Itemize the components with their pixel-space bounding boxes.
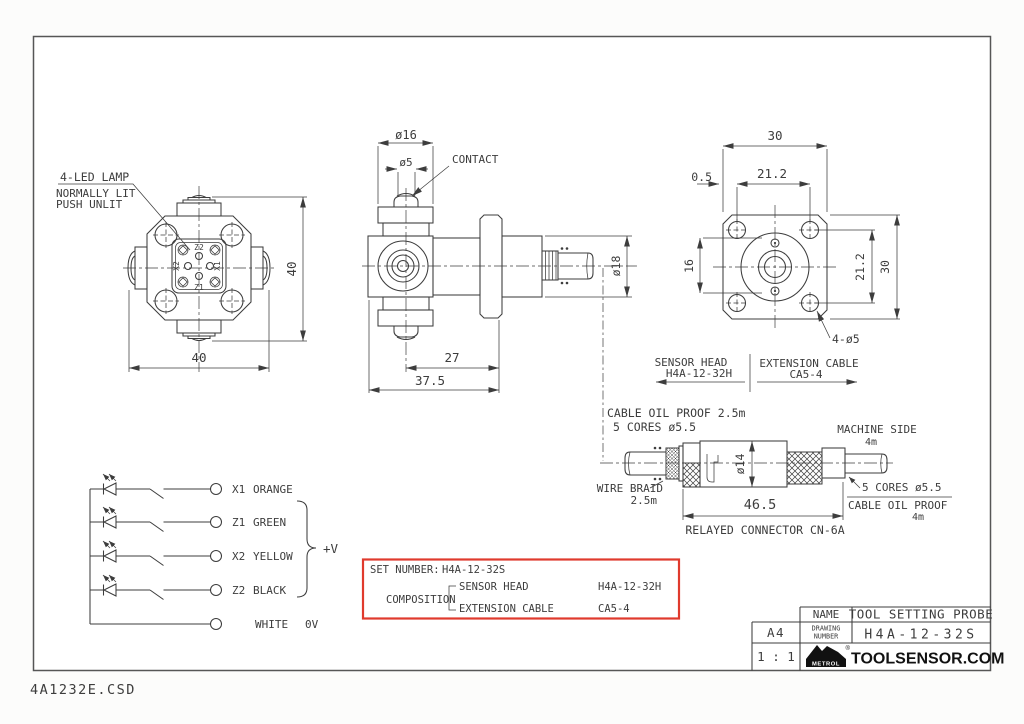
rear-dim-width-top: 30 <box>767 128 783 143</box>
side-dim-cable: ø18 <box>609 255 623 277</box>
connector-dim-diameter: ø14 <box>733 453 747 475</box>
led-label-x2: X2 <box>172 261 181 271</box>
extension-cable-model: CA5-4 <box>789 368 823 381</box>
contact-callout: CONTACT <box>452 153 499 166</box>
extension-cable-label: EXTENSION CABLE <box>759 357 859 370</box>
rear-dim-boss: 16 <box>682 259 696 273</box>
brand-site: TOOLSENSOR.COM <box>851 650 1005 668</box>
side-dim-body: 27 <box>444 350 460 365</box>
sensor-head-label: SENSOR HEAD <box>654 356 728 369</box>
wire-color-label: BLACK <box>253 584 287 597</box>
drawing-number: H4A-12-32S <box>864 627 978 643</box>
paper-size: A4 <box>766 625 786 640</box>
right-cable-length: 4m <box>911 512 925 523</box>
side-dim-tip-outer: ø16 <box>395 128 417 142</box>
connector-dim-length: 46.5 <box>743 497 777 513</box>
wire-braid-label: WIRE BRAID <box>596 482 663 495</box>
rear-dim-pitch-top: 21.2 <box>756 166 788 181</box>
led-label-z1: Z1 <box>194 283 204 292</box>
terminal-label: Z2 <box>232 584 246 597</box>
lamp-callout: 4-LED LAMP <box>60 170 130 184</box>
rear-holes-callout: 4-ø5 <box>832 332 860 346</box>
wire-color-label: ORANGE <box>253 483 293 496</box>
composition-item2-label: EXTENSION CABLE <box>459 603 554 615</box>
lamp-note-1: NORMALLY LIT <box>56 187 136 200</box>
wire-color-label: GREEN <box>253 516 287 529</box>
sensor-head-model: H4A-12-32H <box>665 367 733 380</box>
front-dim-width: 40 <box>191 350 207 365</box>
drawing-number-label-2: NUMBER <box>813 632 839 641</box>
wire-color-label: YELLOW <box>253 550 293 563</box>
common-wire-label: WHITE <box>255 618 289 631</box>
name-label: NAME <box>812 608 840 621</box>
front-dim-height: 40 <box>284 261 299 277</box>
left-cable-spec-1: CABLE OIL PROOF 2.5m <box>607 406 746 420</box>
composition-item2-value: CA5-4 <box>598 603 630 615</box>
scale-value: 1 : 1 <box>757 649 795 664</box>
rear-dim-offset: 0.5 <box>691 170 712 184</box>
led-label-z2: Z2 <box>194 243 204 252</box>
terminal-label: X1 <box>232 483 246 496</box>
composition-label: COMPOSITION <box>386 594 456 606</box>
connector-name: RELAYED CONNECTOR CN-6A <box>685 523 845 537</box>
brand-name: METROL <box>811 661 841 668</box>
rear-dim-pitch-right: 21.2 <box>853 253 867 281</box>
set-number-value: H4A-12-32S <box>442 564 506 576</box>
right-cable-spec-2: CABLE OIL PROOF <box>848 499 948 512</box>
left-cable-spec-2: 5 CORES ø5.5 <box>613 420 697 434</box>
composition-item1-label: SENSOR HEAD <box>459 581 529 593</box>
supply-voltage-label: +V <box>323 541 339 556</box>
side-dim-overall: 37.5 <box>414 373 446 388</box>
set-number-label: SET NUMBER: <box>370 564 440 576</box>
terminal-label: Z1 <box>232 516 246 529</box>
sheet-frame <box>34 37 994 671</box>
file-id-label: 4A1232E.CSD <box>30 682 136 698</box>
led-label-x1: X1 <box>213 261 222 271</box>
common-level-label: 0V <box>305 618 319 631</box>
drawing-number-label-1: DRAWING <box>811 624 841 633</box>
composition-item1-value: H4A-12-32H <box>598 581 662 593</box>
registered-mark-icon: ® <box>845 646 850 652</box>
lamp-note-2: PUSH UNLIT <box>56 198 123 211</box>
right-cable-spec-1: 5 CORES ø5.5 <box>862 481 942 494</box>
machine-side-label: MACHINE SIDE <box>837 423 917 436</box>
terminal-label: X2 <box>232 550 246 563</box>
rear-dim-height-right: 30 <box>878 260 892 274</box>
wire-braid-length: 2.5m <box>630 494 657 507</box>
machine-side-length: 4m <box>864 437 878 448</box>
side-dim-tip: ø5 <box>399 156 413 169</box>
drawing-name: TOOL SETTING PROBE <box>848 606 994 622</box>
